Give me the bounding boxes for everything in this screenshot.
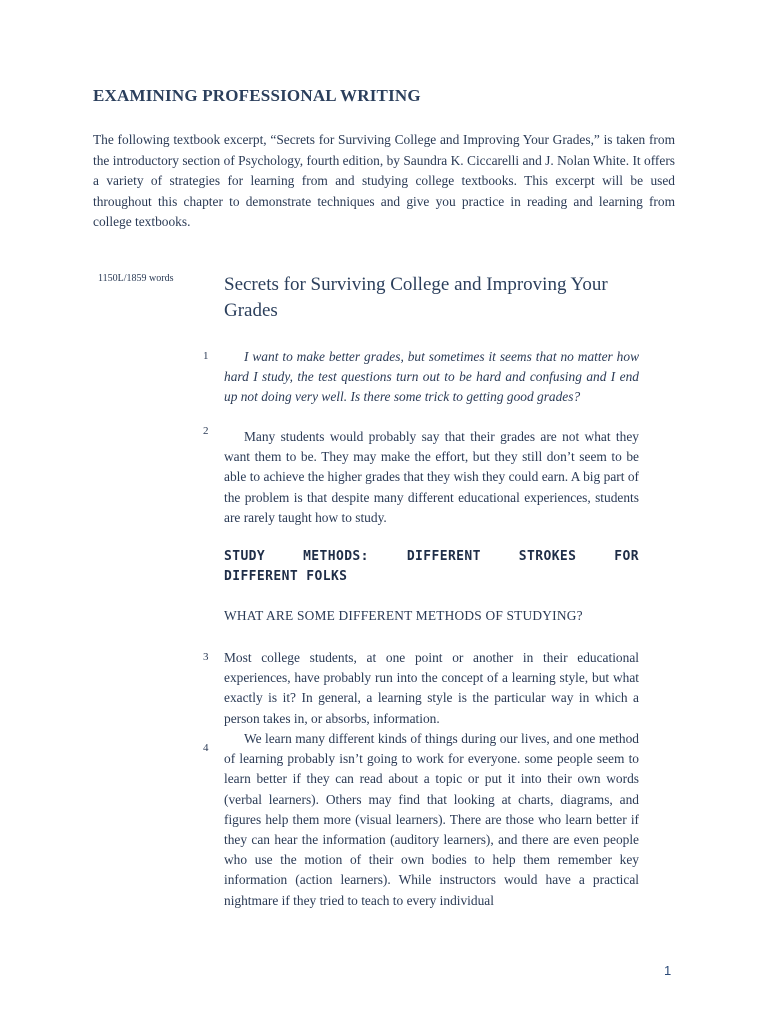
question-heading: WHAT ARE SOME DIFFERENT METHODS OF STUDYING?	[224, 608, 583, 623]
paragraph-4: We learn many different kinds of things during our lives, and one method of learning probably isn’t going to work for everyone. some people seem to learn better if they can read about a topic or put it into their own words (verbal learners). Others may find that looking at charts, diagrams, and figures help them more (visual learners). There are those who learn better if they can hear the information (auditory learners), and there are even people who use the motion of their own bodies to help them remember key information (action learners). While instructors would have a practical nightmare if they tried to teach to every individual	[224, 731, 639, 908]
subheading-study-methods	[224, 547, 639, 587]
page-number: 1	[664, 963, 672, 978]
paragraph-1: I want to make better grades, but sometimes it seems that no matter how hard I study, the test questions turn out to be hard and confusing and I end up not doing very well. Is there some trick to getting good grades?	[224, 349, 639, 405]
paragraph-number: 2	[203, 425, 209, 437]
paragraph-number: 3	[203, 651, 209, 663]
paragraph-number: 4	[203, 742, 209, 754]
paragraph-3: Most college students, at one point or another in their educational experiences, have probably run into the concept of a learning style, but what exactly is it? In general, a learning style is the particular way in which a person takes in, or absorbs, information.	[224, 650, 639, 726]
section-heading: EXAMINING PROFESSIONAL WRITING	[93, 86, 421, 105]
paragraph-number: 1	[203, 350, 209, 362]
excerpt-title: Secrets for Surviving College and Improving Your Grades	[224, 274, 608, 321]
intro-paragraph: The following textbook excerpt, “Secrets for Surviving College and Improving Your Grades,” is taken from the introductory section of Psychology, fourth edition, by Saundra K. Ciccarelli and J. Nolan White. It offers a variety of strategies for learning from and studying college textbooks. This excerpt will be used throughout this chapter to demonstrate techniques and give you practice in reading and learning from college textbooks.	[93, 132, 675, 229]
lexile-word-count: 1150L/1859 words	[98, 273, 174, 284]
paragraph-2: Many students would probably say that their grades are not what they want them to be. They may make the effort, but they still don’t seem to be able to achieve the higher grades that they wish they could earn. A big part of the problem is that despite many different educational experiences, students are rarely taught how to study.	[224, 429, 639, 525]
subheading-line-1: STUDY METHODS: DIFFERENT STROKES FOR	[224, 549, 639, 564]
subheading-line-2: DIFFERENT FOLKS	[224, 569, 348, 585]
